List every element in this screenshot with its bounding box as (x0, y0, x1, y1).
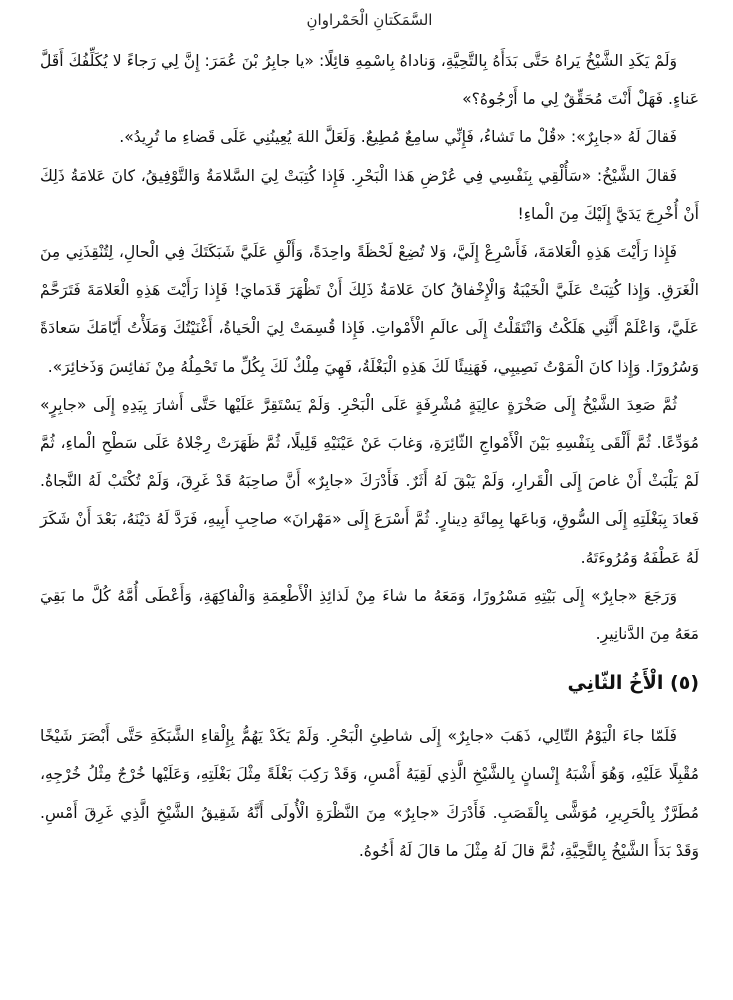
paragraph: فَقالَ لَهُ «جابِرٌ»: «قُلْ ما تَشاءُ، فَإِنِّي سامِعٌ مُطِيعٌ. وَلَعَلَّ اللهَ يُعِينُنِي عَلَى قَضاءِ ما تُرِيدُ». (119, 128, 677, 147)
paragraph: ثُمَّ صَعِدَ الشَّيْخُ إِلَى صَخْرَةٍ عالِيَةٍ مُشْرِفَةٍ عَلَى الْبَحْرِ. وَلَمْ يَسْتَقِرَّ عَلَيْها حَتَّى أَشارَ بِيَدِهِ إِلَى «جابِرٍ» مُوَدِّعًا. ثُمَّ أَلْقَى بِنَفْسِهِ بَيْنَ الْأَمْواجِ الثّائِرَةِ، وَغابَ عَنْ عَيْنَيْهِ قَلِيلًا، ثُمَّ ظَهَرَتْ رِجْلاهُ عَلَى سَطْحِ الْماءِ، ثُمَّ لَمْ يَلْبَثْ أَنْ غاصَ إِلَى الْقَرارِ، وَلَمْ يَبْقَ لَهُ أَثَرٌ. فَأَدْرَكَ «جابِرٌ» أَنَّ صاحِبَهُ قَدْ غَرِقَ، وَلَمْ تُكْتَبْ لَهُ النَّجاةُ. فَعادَ بِبَغْلَتِهِ إِلَى السُّوقِ، وَباعَها بِمِائَةِ دِينارٍ. ثُمَّ أَسْرَعَ إِلَى «مَهْرانَ» صاحِبِ أَبِيهِ، فَرَدَّ لَهُ دَيْنَهُ، بَعْدَ أَنْ شَكَرَ لَهُ عَطْفَهُ وَمُرُوءَتَهُ. (40, 395, 699, 567)
paragraph: فَقالَ الشَّيْخُ: «سَأُلْقِي بِنَفْسِي فِي عُرْضِ هَذا الْبَحْرِ. فَإِذا كُتِبَتْ لِيَ السَّلامَةُ وَالتَّوْفِيقُ، كانَ عَلامَةُ ذَلِكَ أَنْ أُخْرِجَ يَدَيَّ إِلَيْكَ مِنَ الْماءِ! (40, 166, 699, 223)
paragraph: وَلَمْ يَكَدِ الشَّيْخُ يَراهُ حَتَّى بَدَأَهُ بِالتَّحِيَّةِ، وَناداهُ بِاسْمِهِ قائِلًا: «يا جابِرُ بْنَ عُمَرَ: إِنَّ لِي رَجاءً لا يُكَلِّفُكَ أَقَلَّ عَناءٍ. فَهَلْ أَنْتَ مُحَقِّقٌ لِي ما أَرْجُوهُ؟» (40, 52, 699, 109)
running-header: السَّمَكَتانِ الْحَمْراوانِ (306, 11, 433, 29)
section-heading: (٥) الْأَخُ الثّانِي (567, 672, 699, 695)
paragraph: فَإِذا رَأَيْتَ هَذِهِ الْعَلامَةَ، فَأَسْرِعْ إِلَيَّ، وَلا تُضِعْ لَحْظَةً واحِدَةً، وَأَلْقِ عَلَيَّ شَبَكَتَكَ فِي الْحالِ، لِتُنْقِذَنِي مِنَ الْغَرَقِ. وَإِذا كُتِبَتْ عَلَيَّ الْخَيْبَةُ وَالْإِخْفاقُ كانَ عَلامَةُ ذَلِكَ أَنْ تَظْهَرَ قَدَمايَ! فَإِذا رَأَيْتَ هَذِهِ الْعَلامَةَ فَتَرَحَّمْ عَلَيَّ، وَاعْلَمْ أَنَّنِي هَلَكْتُ وَانْتَقَلْتُ إِلَى عالَمِ الْأَمْواتِ. فَإِذا قُسِمَتْ لِيَ الْحَياةُ، أَغْنَيْتُكَ وَمَلَأْتُ أَيّامَكَ سَعادَةً وَسُرُورًا. وَإِذا كانَ الْمَوْتُ نَصِيبِي، فَهَنِيئًا لَكَ هَذِهِ الْبَغْلَةُ، فَهِيَ مِلْكٌ لَكَ بِكُلِّ ما تَحْمِلُهُ مِنْ نَفائِسَ وَذَخائِرَ». (40, 243, 699, 376)
section-one (40, 42, 699, 653)
paragraph: فَلَمّا جاءَ الْيَوْمُ التّالِي، ذَهَبَ «جابِرٌ» إِلَى شاطِئِ الْبَحْرِ. وَلَمْ يَكَدْ يَهُمُّ بِإِلْقاءِ الشَّبَكَةِ حَتَّى أَبْصَرَ شَيْخًا مُقْبِلًا عَلَيْهِ، وَهُوَ أَشْبَهُ إِنْسانٍ بِالشَّيْخِ الَّذِي لَقِيَهُ أَمْسِ، وَقَدْ رَكِبَ بَغْلَةً مِثْلَ بَغْلَتِهِ، وَعَلَيْها خُرْجٌ مِثْلُ خُرْجِهِ، مُطَرَّزٌ بِالْحَرِيرِ، مُوَشًّى بِالْقَصَبِ. فَأَدْرَكَ «جابِرٌ» مِنَ النَّظْرَةِ الْأُولَى أَنَّهُ شَقِيقُ الشَّيْخِ الَّذِي غَرِقَ أَمْسِ. وَقَدْ بَدَأَ الشَّيْخُ بِالتَّحِيَّةِ، ثُمَّ قالَ لَهُ مِثْلَ ما قالَ لَهُ أَخُوهُ. (40, 727, 699, 860)
section-two (40, 717, 699, 870)
paragraph: وَرَجَعَ «جابِرٌ» إِلَى بَيْتِهِ مَسْرُورًا، وَمَعَهُ ما شاءَ مِنْ لَذائِذِ الْأَطْعِمَةِ وَالْفاكِهَةِ، وَأَعْطَى أُمَّهُ كُلَّ ما بَقِيَ مَعَهُ مِنَ الدَّنانِيرِ. (40, 586, 699, 644)
